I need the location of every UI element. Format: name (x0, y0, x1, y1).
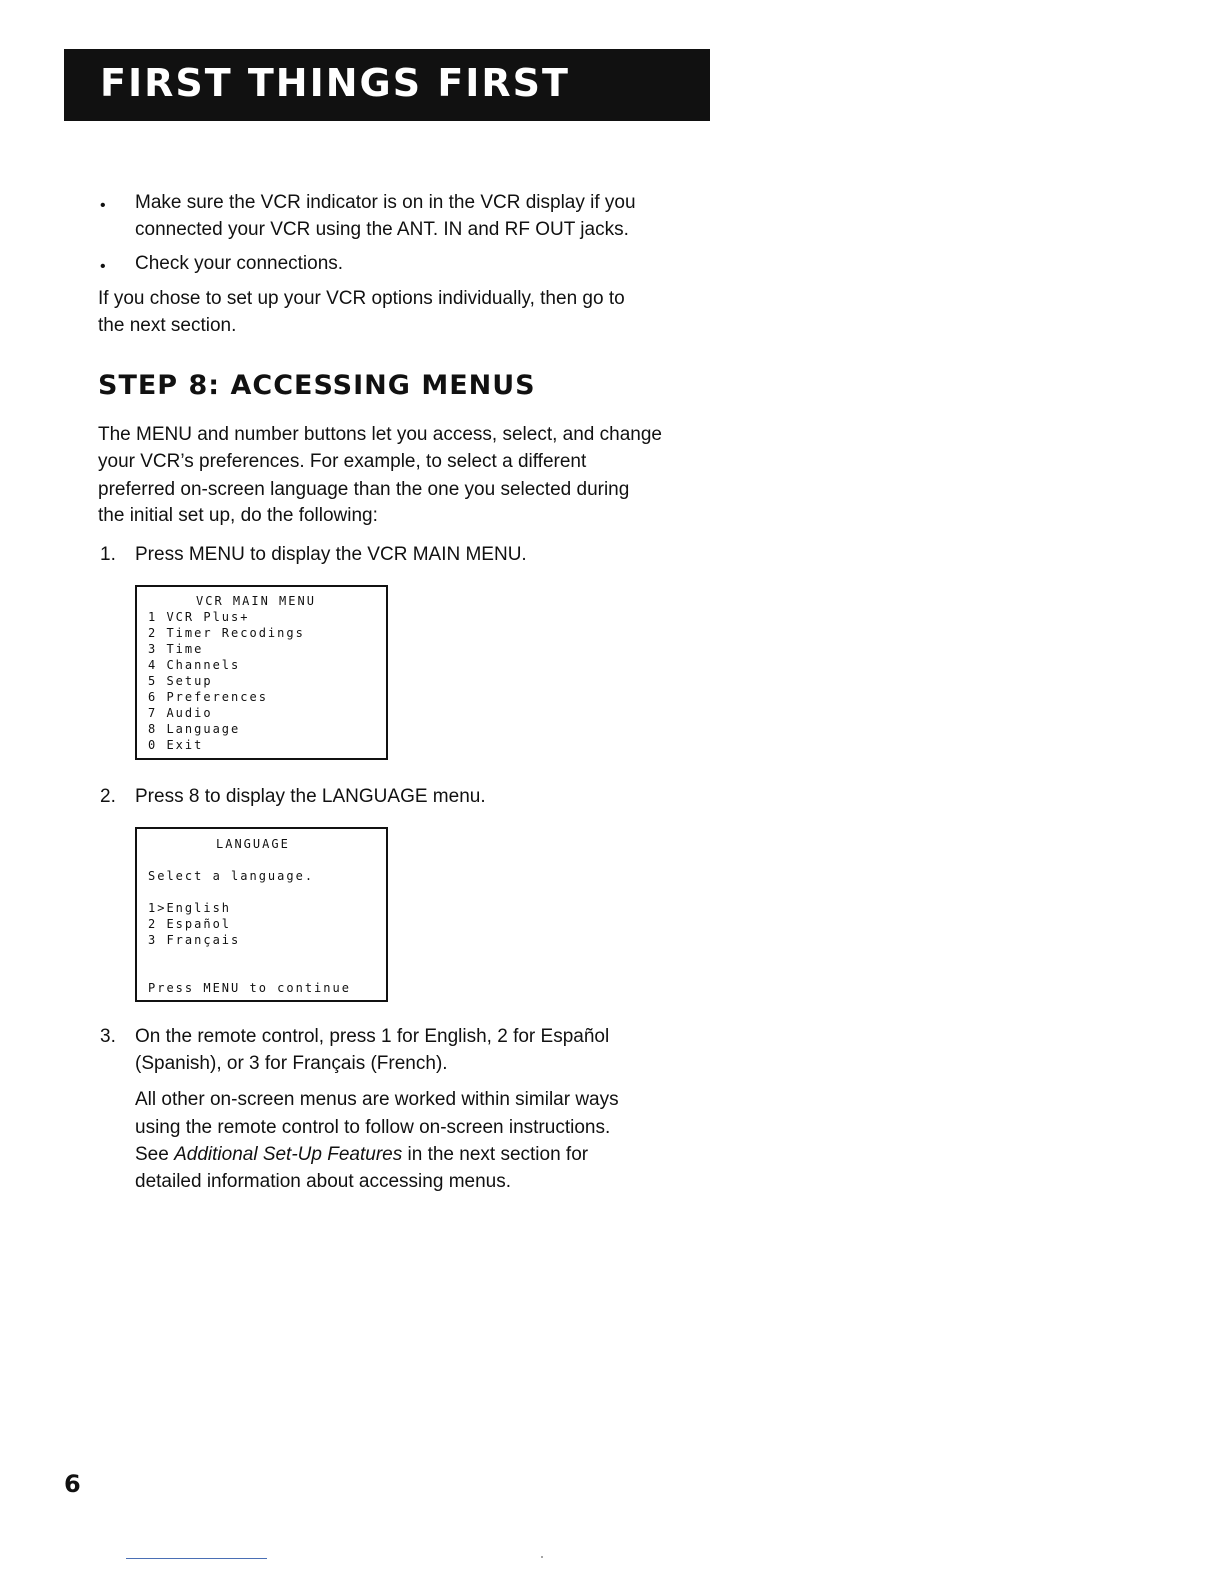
bullet-icon: • (100, 197, 106, 214)
step-text: On the remote control, press 1 for English, 2 for Español (135, 1026, 610, 1047)
menu-item: 8 Language (148, 722, 241, 736)
closing-paragraph: detailed information about accessing menus. (135, 1171, 512, 1192)
section-paragraph: The MENU and number buttons let you access, select, and change (98, 424, 662, 445)
intro-paragraph: If you chose to set up your VCR options individually, then go to (98, 288, 625, 309)
menu-footer: Press MENU to continue (148, 981, 351, 995)
menu-item: 7 Audio (148, 706, 213, 720)
section-paragraph: your VCR’s preferences. For example, to select a different (98, 451, 587, 472)
menu-title: VCR MAIN MENU (196, 594, 316, 608)
section-paragraph: preferred on-screen language than the one you selected during (98, 479, 630, 500)
bullet-text: connected your VCR using the ANT. IN and RF OUT jacks. (135, 219, 629, 240)
closing-text: in the next section for (402, 1144, 589, 1165)
menu-item: 2 Timer Recodings (148, 626, 305, 640)
menu-item: 5 Setup (148, 674, 213, 688)
step-text: Press MENU to display the VCR MAIN MENU. (135, 544, 527, 565)
chapter-title: FIRST THINGS FIRST (100, 61, 570, 105)
language-prompt: Select a language. (148, 869, 315, 883)
language-option: 3 Français (148, 933, 241, 947)
language-option: 1>English (148, 901, 232, 915)
bullet-icon: • (100, 258, 106, 275)
section-paragraph: the initial set up, do the following: (98, 505, 378, 526)
intro-paragraph: the next section. (98, 315, 237, 336)
step-number: 1. (100, 544, 116, 565)
page-number: 6 (64, 1470, 81, 1498)
step-number: 3. (100, 1026, 116, 1047)
language-option: 2 Español (148, 917, 232, 931)
cross-reference: Additional Set-Up Features (174, 1144, 403, 1165)
menu-item: 4 Channels (148, 658, 241, 672)
menu-item: 3 Time (148, 642, 204, 656)
section-heading: STEP 8: ACCESSING MENUS (98, 370, 536, 401)
closing-paragraph: using the remote control to follow on-screen instructions. (135, 1117, 611, 1138)
closing-paragraph (135, 1141, 588, 1168)
chapter-header-bar (64, 49, 710, 121)
closing-paragraph: All other on-screen menus are worked within similar ways (135, 1089, 619, 1110)
bullet-text: Check your connections. (135, 253, 344, 274)
menu-item: 0 Exit (148, 738, 204, 752)
scan-speck (541, 1556, 543, 1558)
menu-item: 6 Preferences (148, 690, 268, 704)
vcr-main-menu-screen (135, 585, 388, 760)
bullet-text: Make sure the VCR indicator is on in the VCR display if you (135, 192, 636, 213)
closing-text: See (135, 1144, 175, 1165)
step-number: 2. (100, 786, 116, 807)
menu-item: 1 VCR Plus+ (148, 610, 250, 624)
language-menu-screen (135, 827, 388, 1002)
step-text: Press 8 to display the LANGUAGE menu. (135, 786, 486, 807)
menu-title: LANGUAGE (216, 837, 290, 851)
step-text: (Spanish), or 3 for Français (French). (135, 1053, 448, 1074)
footer-rule (126, 1558, 267, 1559)
